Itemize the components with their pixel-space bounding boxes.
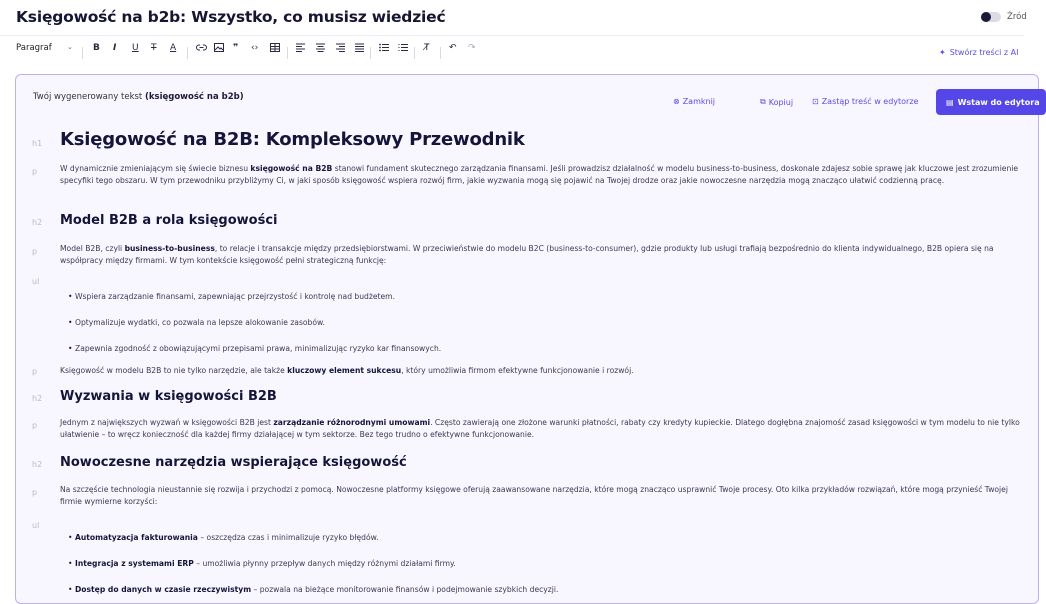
p-tag: p bbox=[32, 247, 38, 256]
paragraph-text: , który umożliwia firmom efektywne funkcjonowanie i rozwój. bbox=[401, 366, 634, 375]
list-item-text: – pozwala na bieżące monitorowanie finansów i podejmowanie szybkich decyzji. bbox=[251, 585, 559, 594]
link-icon[interactable] bbox=[196, 43, 207, 55]
bold-button[interactable]: B bbox=[93, 43, 100, 53]
align-justify-icon[interactable] bbox=[355, 43, 364, 55]
table-icon[interactable] bbox=[270, 43, 280, 55]
list-item-bold: Automatyzacja fakturowania bbox=[75, 533, 198, 542]
paragraph-select[interactable]: Paragraf bbox=[16, 43, 52, 53]
toolbar-divider bbox=[287, 47, 288, 59]
toolbar-divider bbox=[414, 47, 415, 59]
list-item-bold: Integracja z systemami ERP bbox=[75, 559, 194, 568]
article-h2-challenges: Wyzwania w księgowości B2B bbox=[60, 389, 277, 404]
paragraph-text: Jednym z największych wyzwań w księgowości B2B jest bbox=[60, 418, 274, 427]
toolbar-divider bbox=[82, 47, 83, 59]
insert-icon: ▤ bbox=[946, 97, 954, 107]
close-circle-icon: ⊗ bbox=[673, 97, 680, 106]
source-toggle-label: Źród bbox=[1007, 12, 1027, 22]
paragraph-tools: Na szczęście technologia nieustannie się rozwija i przychodzi z pomocą. Nowoczesne platformy księgowe oferują zaawansowane narzędzia, które mogą znacząco usprawnić Twoje procesy. Oto kilka przykładów rozwiązań, które mogą przynieść Twojej firmie wymierne korzyści: bbox=[60, 485, 1008, 506]
copy-label: Kopiuj bbox=[768, 97, 794, 107]
bold-keyword: business-to-business bbox=[124, 244, 215, 253]
align-center-icon[interactable] bbox=[316, 43, 325, 55]
panel-heading bbox=[33, 92, 244, 102]
paragraph-text: W dynamicznie zmieniającym się świecie biznesu bbox=[60, 164, 251, 173]
paragraph-success bbox=[60, 365, 1030, 377]
page-title: Księgowość na b2b: Wszystko, co musisz wiedzieć bbox=[16, 8, 446, 26]
bullet-list-icon[interactable] bbox=[379, 43, 389, 55]
p-tag: p bbox=[32, 488, 38, 497]
article-h2-tools: Nowoczesne narzędzia wspierające księgowość bbox=[60, 455, 407, 470]
bold-keyword: księgowość na B2B bbox=[250, 164, 333, 173]
list-item-text: – umożliwia płynny przepływ danych między różnymi działami firmy. bbox=[193, 559, 456, 568]
paragraph-text: , to relacje i transakcje między przedsiębiorstwami. W przeciwieństwie do modelu B2C (business-to-consumer), gdzie produkty lub usługi trafiają bezpośrednio do klienta indywidualnego, B2B opiera się na współpracy między firmami. W tym kontekście księgowość pełni strategiczną funkcję: bbox=[60, 244, 994, 265]
article-h1: Księgowość na B2B: Kompleksowy Przewodnik bbox=[60, 129, 525, 150]
toggle-switch[interactable] bbox=[981, 12, 1001, 22]
text-color-button[interactable]: A bbox=[170, 43, 177, 53]
list-item bbox=[75, 533, 379, 542]
bold-keyword: kluczowy element sukcesu bbox=[287, 366, 402, 375]
p-tag: p bbox=[32, 421, 38, 430]
copy-icon: ⧉ bbox=[760, 97, 766, 106]
paragraph-text: Księgowość w modelu B2B to nie tylko narzędzie, ale także bbox=[60, 366, 288, 375]
replace-button[interactable] bbox=[812, 97, 918, 106]
list-item: • Wspiera zarządzanie finansami, zapewniając przejrzystość i kontrolę nad budżetem. bbox=[75, 292, 395, 301]
close-button[interactable] bbox=[673, 97, 715, 106]
paragraph-challenges bbox=[60, 417, 1030, 441]
paragraph-model bbox=[60, 243, 1030, 267]
paragraph-intro bbox=[60, 163, 1030, 187]
list-item bbox=[75, 559, 456, 568]
p-tag: p bbox=[32, 167, 38, 176]
toolbar-divider bbox=[187, 47, 188, 59]
sparkle-icon: ✦ bbox=[939, 48, 946, 57]
h1-tag: h1 bbox=[32, 139, 43, 148]
numbered-list-icon[interactable] bbox=[398, 43, 408, 55]
paragraph-text: . Często zawierają one złożone warunki płatności, rabaty czy kredyty kupieckie. Dlatego dogłębna znajomość zasad księgowości w tym modelu to nie tylko ułatwienie – to wręcz konieczność dla każdej firmy działającej w tym sektorze. Bez tego trudno o efektywne funkcjonowanie. bbox=[60, 418, 1020, 439]
list-item bbox=[75, 585, 558, 594]
paragraph-text: Model B2B, czyli bbox=[60, 244, 125, 253]
p-tag: p bbox=[32, 367, 38, 376]
copy-button[interactable] bbox=[760, 97, 793, 107]
replace-label: Zastąp treść w edytorze bbox=[821, 97, 919, 106]
ul-tag: ul bbox=[32, 277, 40, 286]
h2-tag: h2 bbox=[32, 460, 43, 469]
chevron-down-icon[interactable]: ⌄ bbox=[67, 43, 73, 51]
code-icon[interactable]: ‹› bbox=[251, 43, 259, 53]
list-item: • Zapewnia zgodność z obowiązującymi przepisami prawa, minimalizując ryzyko kar finansowych. bbox=[75, 344, 441, 353]
italic-button[interactable]: I bbox=[113, 43, 117, 53]
list-item-text: – oszczędza czas i minimalizuje ryzyko błędów. bbox=[197, 533, 379, 542]
generated-text-panel bbox=[15, 74, 1039, 604]
panel-heading-keyword: (księgowość na b2b) bbox=[144, 92, 244, 102]
quote-icon[interactable]: ❞ bbox=[233, 43, 239, 53]
bold-keyword: zarządzanie różnorodnymi umowami bbox=[273, 418, 431, 427]
paragraph-text: stanowi fundament skutecznego zarządzania finansami. Jeśli prowadzisz działalność w modelu business-to-business, doskonale zdajesz sobie sprawę jak kluczowe jest zrozumienie specyfiki tego obszaru. W tym przewodniku przybliżymy Ci, w jaki sposób księgowość wspiera rozwój firm, jakie wyzwania mogą się pojawić na Twojej drodze oraz jakie nowoczesne narzędzia mogą znacząco ułatwić codzienną pracę. bbox=[60, 164, 1019, 185]
ul-tag: ul bbox=[32, 521, 40, 530]
close-label: Zamknij bbox=[682, 97, 716, 106]
replace-icon: ⊡ bbox=[812, 97, 819, 106]
h2-tag: h2 bbox=[32, 218, 43, 227]
article-h2-model: Model B2B a rola księgowości bbox=[60, 213, 278, 228]
redo-icon[interactable]: ↷ bbox=[468, 43, 476, 53]
undo-icon[interactable]: ↶ bbox=[449, 43, 457, 53]
list-item: • Optymalizuje wydatki, co pozwala na lepsze alokowanie zasobów. bbox=[75, 318, 325, 327]
image-icon[interactable] bbox=[214, 43, 224, 55]
h2-tag: h2 bbox=[32, 394, 43, 403]
list-item-bold: Dostęp do danych w czasie rzeczywistym bbox=[75, 585, 252, 594]
align-left-icon[interactable] bbox=[296, 43, 305, 55]
source-toggle[interactable] bbox=[981, 12, 1027, 22]
clear-format-icon[interactable]: T̸ bbox=[424, 43, 430, 53]
create-ai-label: Stwórz treści z AI bbox=[949, 48, 1019, 57]
toolbar-divider bbox=[440, 47, 441, 59]
insert-label: Wstaw do edytora bbox=[957, 97, 1040, 107]
create-ai-button[interactable] bbox=[939, 48, 1018, 57]
underline-button[interactable]: U bbox=[132, 43, 139, 53]
editor-toolbar bbox=[0, 37, 1024, 67]
toolbar-divider bbox=[370, 47, 371, 59]
insert-to-editor-button[interactable] bbox=[936, 89, 1046, 115]
panel-heading-prefix: Twój wygenerowany tekst bbox=[33, 92, 143, 102]
top-bar bbox=[0, 0, 1027, 36]
align-right-icon[interactable] bbox=[336, 43, 345, 55]
toggle-knob bbox=[981, 12, 991, 22]
strikethrough-button[interactable]: T bbox=[151, 43, 157, 53]
